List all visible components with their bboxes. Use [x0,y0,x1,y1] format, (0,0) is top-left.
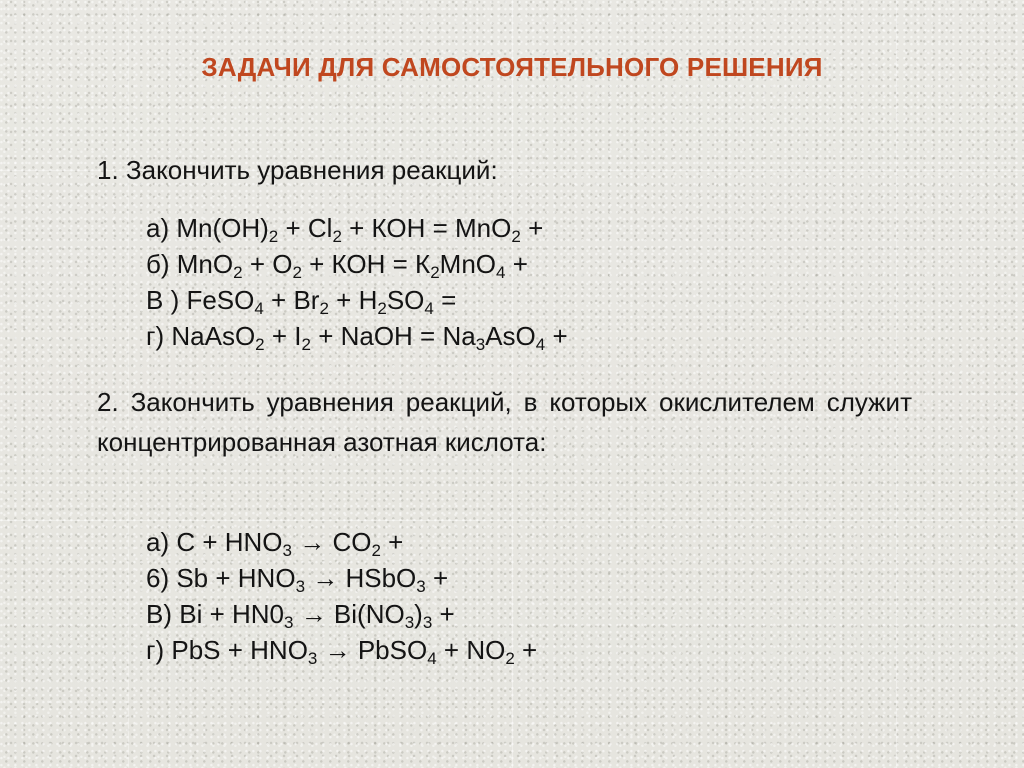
equation-text: = [433,285,457,315]
task-1-equation [146,282,568,318]
equation-text: + [432,599,455,629]
equation-subscript: 3 [295,577,306,596]
task-1-heading: 1. Закончить уравнения реакций: [97,155,498,185]
equation-text: + [514,635,538,665]
equation-subscript: 3 [282,541,292,560]
equation-text: В ) FeSO [146,285,255,315]
equation-subscript: 3 [404,613,415,632]
equation-text: + NaOH = Na [310,321,476,351]
task-2-equation [146,596,537,632]
equation-text: → CO [292,527,372,557]
equation-subscript: 2 [505,649,515,668]
equation-text: + NO [436,635,506,665]
equation-text: + H [328,285,378,315]
equation-text: + O [242,249,293,279]
equation-text: г) NaAsO [146,321,256,351]
equation-text: + [520,213,544,243]
task-1-equation [146,318,568,354]
task-1-equation [146,210,568,246]
task-2-equation [146,560,537,596]
equation-text: + [505,249,528,279]
equation-subscript: 2 [371,541,381,560]
slide-title: ЗАДАЧИ ДЛЯ САМОСТОЯТЕЛЬНОГО РЕШЕНИЯ [201,52,823,82]
equation-text: 6) Sb + HNO [146,563,296,593]
equation-text: SO [386,285,425,315]
equation-text: ) [414,599,423,629]
task-2-heading: 2. Закончить уравнения реакций, в которых окислителем служит концентрированная азотная кислота: [97,387,912,457]
equation-text: AsO [485,321,536,351]
task-2-equation-list [146,524,537,668]
equation-subscript: 4 [496,263,506,282]
task-1-equation-list [146,210,568,354]
equation-subscript: 3 [416,577,426,596]
equation-text: MnO [439,249,496,279]
equation-text: а) Mn(OH) [146,213,269,243]
equation-subscript: 2 [319,299,329,318]
equation-text: + Br [263,285,320,315]
equation-subscript: 3 [422,613,433,632]
equation-text: В) Bi + HN0 [146,599,284,629]
equation-text: + [380,527,404,557]
equation-subscript: 4 [427,649,437,668]
equation-text: → PbSO [317,635,428,665]
equation-subscript: 2 [255,335,265,354]
equation-subscript: 4 [535,335,546,354]
equation-text: б) MnO [146,249,234,279]
equation-subscript: 2 [233,263,243,282]
background-grid-line [0,520,1024,521]
equation-subscript: 2 [430,263,440,282]
equation-subscript: 2 [292,263,302,282]
equation-text: + Cl [278,213,333,243]
equation-text: + КОН = MnO [341,213,512,243]
equation-subscript: 3 [475,335,486,354]
equation-text: + КОН = К [301,249,431,279]
equation-subscript: 2 [268,227,279,246]
equation-subscript: 3 [307,649,318,668]
equation-text: а) С + HNO [146,527,283,557]
equation-text: + [425,563,449,593]
task-2-equation [146,524,537,560]
equation-subscript: 2 [301,335,311,354]
equation-text: → Bi(NO [293,599,405,629]
equation-text: → HSbO [305,563,417,593]
equation-text: г) PbS + HNO [146,635,308,665]
equation-subscript: 2 [332,227,342,246]
equation-subscript: 2 [511,227,521,246]
task-2-equation [146,632,537,668]
equation-subscript: 3 [284,613,294,632]
equation-subscript: 4 [424,299,434,318]
equation-text: + [545,321,568,351]
equation-text: + I [264,321,302,351]
equation-subscript: 2 [377,299,387,318]
task-1-equation [146,246,568,282]
equation-subscript: 4 [254,299,264,318]
